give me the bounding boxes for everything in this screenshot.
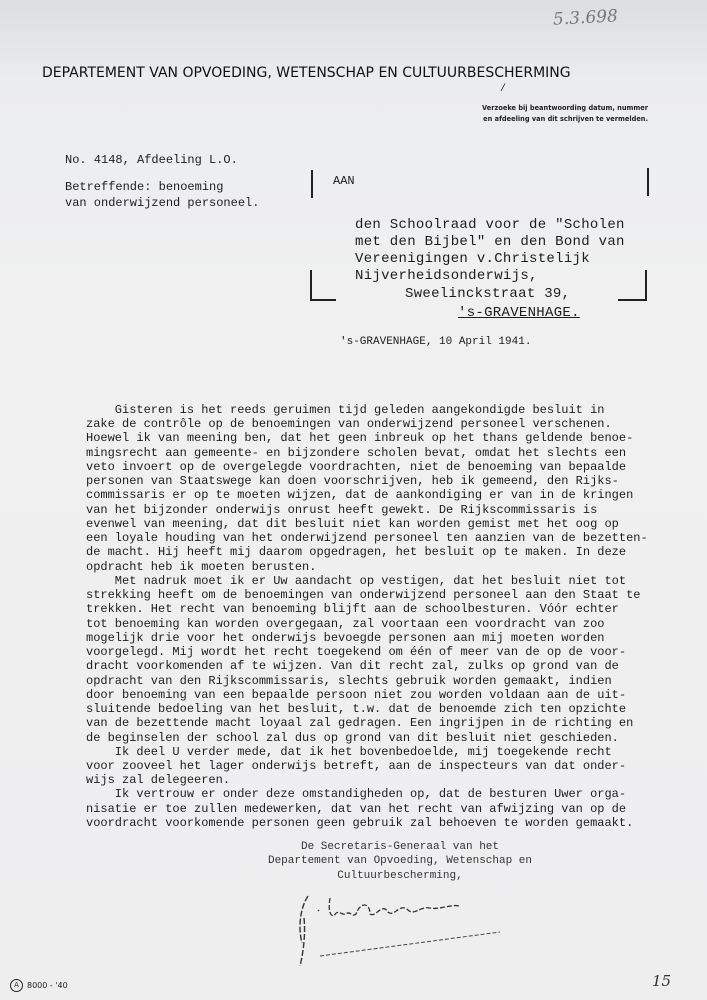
- address-line: met den Bijbel" en den Bond van: [355, 234, 625, 250]
- body-line: opdracht heb ik moeten berusten.: [86, 559, 317, 574]
- address-line: den Schoolraad voor de "Scholen: [355, 217, 625, 233]
- body-line: mogelijk drie voor het onderwijs bevoegde personen aan mij moeten worden: [86, 630, 605, 645]
- address-line: Vereenigingen v.Christelijk: [355, 251, 590, 267]
- subject-line: Betreffende: benoeming: [65, 180, 224, 194]
- address-line: Nijverheidsonderwijs,: [355, 268, 538, 284]
- body-line: strekking heeft om de benoemingen van onderwijzend personeel aan den Staat te: [86, 588, 641, 603]
- body-line: tot benoeming kan worden overgegaan, zal voortaan een voordracht van zoo: [86, 616, 605, 631]
- tick-mark: /: [500, 84, 507, 95]
- body-line: de macht. Hij heeft mij daarom opgedragen, het besluit op te maken. In deze: [86, 545, 627, 560]
- address-city: 's-GRAVENHAGE.: [458, 305, 580, 321]
- body-line: zake de contrôle op de benoemingen van onderwijzend personeel verschenen.: [86, 417, 612, 432]
- body-line: mingsrecht aan gemeente- en bijzondere scholen bevat, omdat het slechts een: [86, 445, 627, 460]
- body-line: dracht voorkomenden af te wijzen. Van dit recht zal, zulks op grond van de: [86, 659, 619, 674]
- body-line: sluitende bedoeling van het besluit, t.w. dat de benoemde zich ten opzichte: [86, 702, 627, 717]
- letter-date: 's-GRAVENHAGE, 10 April 1941.: [340, 336, 532, 348]
- page-number: 15: [652, 972, 672, 990]
- archive-number-handwritten: 5.3.698: [552, 6, 619, 30]
- print-code-text: 8000 - '40: [27, 981, 68, 990]
- letterhead-title: DEPARTEMENT VAN OPVOEDING, WETENSCHAP EN CULTUURBESCHERMING: [42, 65, 571, 81]
- closing-line: Departement van Opvoeding, Wetenschap en: [267, 855, 533, 867]
- subject-line: van onderwijzend personeel.: [65, 196, 260, 210]
- reference-number: No. 4148, Afdeeling L.O.: [65, 153, 238, 167]
- body-line: voor zooveel het lager onderwijs betreft, aan de inspecteurs van dat onder-: [86, 759, 627, 773]
- body-line: evenwel van meening, dat dit besluit niet kan worden gemist met het oog op: [86, 516, 619, 531]
- body-line: Ik deel U verder mede, dat ik het bovenbedoelde, mij toegekende recht: [86, 744, 612, 759]
- body-line: veto invoert op de overgelegde voordrachten, niet de benoeming van bepaalde: [86, 459, 627, 474]
- body-line: personen van Staatswege kan doen voorschrijven, heb ik gemeend, den Rijks-: [86, 474, 619, 489]
- signature: [290, 888, 510, 968]
- body-line: commissaris er op te moeten wijzen, dat de aankondiging er van in de kringen: [86, 488, 634, 503]
- body-line: voorgelegd. Mij wordt het recht toegekend om één of meer van de op de voor-: [86, 645, 627, 660]
- body-line: nisatie er toe zullen medewerken, dat van het recht van afwijzing van op de: [86, 801, 627, 816]
- reply-note-line: Verzoeke bij beantwoording datum, nummer: [482, 104, 648, 112]
- printer-logo-icon: A: [10, 979, 23, 992]
- body-line: wijs zal delegeeren.: [86, 773, 231, 788]
- body-line: van de bezettende macht loyaal zal gedragen. Een ingrijpen in de richting en: [86, 716, 634, 731]
- body-line: Met nadruk moet ik er Uw aandacht op vestigen, dat het besluit niet tot: [86, 573, 627, 588]
- reply-note-line: en afdeeling van dit schrijven te vermelden.: [483, 115, 648, 123]
- body-line: opdracht van den Rijkscommissaris, slechts gebruik worden gemaakt, indien: [86, 673, 612, 688]
- closing-line: De Secretaris-Generaal van het: [300, 841, 500, 853]
- address-street: Sweelinckstraat 39,: [405, 286, 571, 302]
- closing-line: Cultuurbescherming,: [337, 870, 463, 882]
- body-line: een loyale houding van het onderwijzend personeel ten aanzien van de bezetten-: [86, 531, 648, 546]
- body-line: trekken. Het recht van benoeming blijft aan de schoolbesturen. Vóór echter: [86, 602, 619, 617]
- body-line: Gisteren is het reeds geruimen tijd geleden aangekondigde besluit in: [86, 403, 605, 417]
- body-line: Hoewel ik van meening ben, dat het geen inbreuk op het thans geldende benoe-: [86, 431, 634, 446]
- body-line: door benoeming van een bepaalde persoon niet zou worden voldaan aan de uit-: [86, 687, 627, 702]
- print-code: [10, 979, 68, 992]
- body-line: Ik vertrouw er onder deze omstandigheden op, dat de besturen Uwer orga-: [86, 787, 627, 802]
- body-line: van het bijzonder onderwijs onrust heeft gewekt. De Rijkscommissaris is: [86, 502, 598, 517]
- address-to: AAN: [333, 174, 355, 188]
- body-line: voordracht voorkomende personen geen gebruik zal behoeven te worden gemaakt.: [86, 815, 634, 830]
- body-line: de beginselen der school zal dus op grond van dit besluit niet geschieden.: [86, 730, 619, 745]
